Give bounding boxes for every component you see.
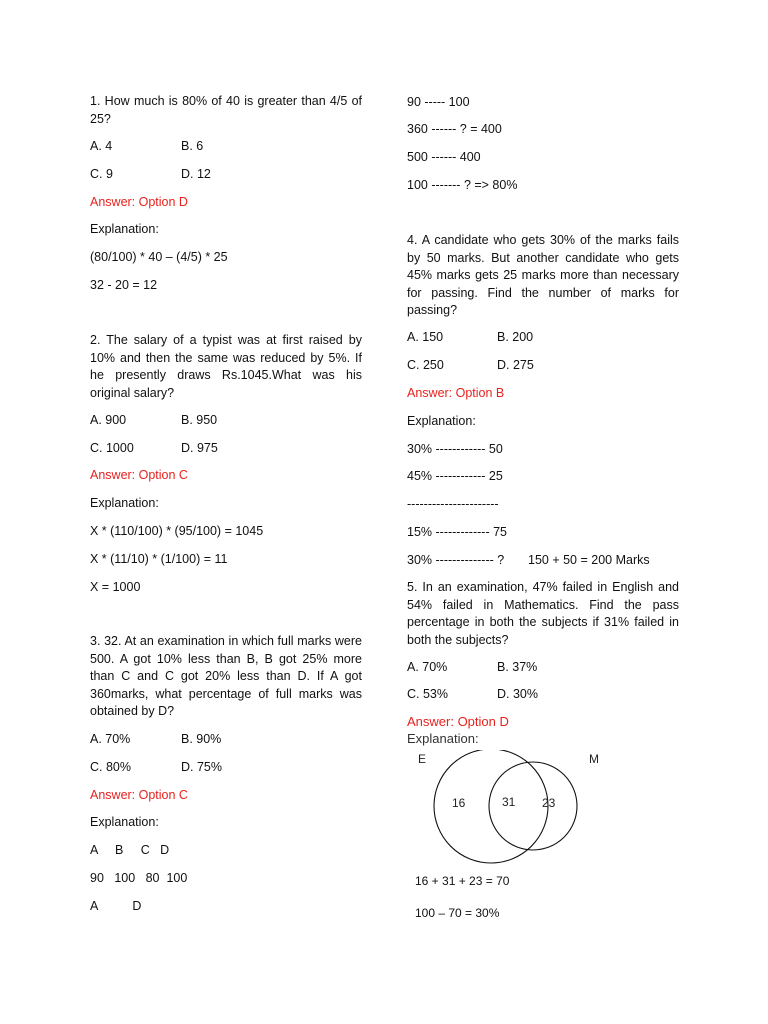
q3-option-d: D. 75% [181,760,222,774]
venn-label-m: M [589,752,599,766]
q1-option-d: D. 12 [181,167,211,181]
q2-step-3: X = 1000 [90,580,141,594]
venn-value-both: 31 [502,795,516,809]
q2-explanation-label: Explanation: [90,496,159,510]
q1-answer: Answer: Option D [90,195,188,209]
q1-option-b: B. 6 [181,139,204,153]
q2-option-d: D. 975 [181,441,218,455]
q1-explanation-label: Explanation: [90,222,159,236]
q3-option-c: C. 80% [90,760,131,774]
q5-step-1: 16 + 31 + 23 = 70 [415,874,510,888]
q4-step-3: ---------------------- [407,497,499,511]
q5-explanation-label: Explanation: [407,731,479,746]
q3-step-2: 90 100 80 100 [90,871,188,885]
q5-step-2: 100 – 70 = 30% [415,906,500,920]
q4-step-4: 15% ------------- 75 [407,525,507,539]
q4-option-d: D. 275 [497,358,534,372]
q3-option-b: B. 90% [181,732,222,746]
q3-step-7: 100 ------- ? => 80% [407,178,518,192]
q4-step-2: 45% ------------ 25 [407,469,503,483]
q5-option-a: A. 70% [407,660,448,674]
q4-step-5: 30% -------------- ? [407,553,505,567]
q2-option-a: A. 900 [90,413,127,427]
venn-label-e: E [418,752,427,766]
q4-answer: Answer: Option B [407,386,505,400]
q1-step-1: (80/100) * 40 – (4/5) * 25 [90,250,228,264]
q2-step-1: X * (110/100) * (95/100) = 1045 [90,524,264,538]
q4-step-1: 30% ------------ 50 [407,442,503,456]
q4-step-6: 150 + 50 = 200 Marks [528,553,650,567]
venn-diagram [407,750,679,865]
q1-option-c: C. 9 [90,167,113,181]
q2-question: 2. The salary of a typist was at first raised by 10% and then the same was reduced by 5%. If he presently draws Rs.1045.What was his original salary? [90,333,362,400]
q4-question: 4. A candidate who gets 30% of the marks fails by 50 marks. But another candidate who gets 45% marks gets 25 marks more than necessary for passing. Find the number of marks for passing? [407,233,679,317]
q4-explanation-label: Explanation: [407,414,476,428]
q2-step-2: X * (11/10) * (1/100) = 11 [90,552,228,566]
q3-step-1: A B C D [90,843,170,857]
q4-option-b: B. 200 [497,330,534,344]
q3-explanation-label: Explanation: [90,815,159,829]
q3-step-6: 500 ------ 400 [407,150,481,164]
q3-step-3: A D [90,899,142,913]
q3-option-a: A. 70% [90,732,131,746]
q5-option-d: D. 30% [497,687,538,701]
venn-value-m-only: 23 [542,796,556,810]
q4-option-c: C. 250 [407,358,444,372]
venn-value-e-only: 16 [452,796,466,810]
q4-option-a: A. 150 [407,330,444,344]
q2-option-c: C. 1000 [90,441,134,455]
q5-question: 5. In an examination, 47% failed in English and 54% failed in Mathematics. Find the pass percentage in both the subjects if 31% failed in both the subjects? [407,580,679,647]
q5-option-c: C. 53% [407,687,448,701]
q2-answer: Answer: Option C [90,468,188,482]
q1-question: 1. How much is 80% of 40 is greater than 4/5 of 25? [90,94,362,126]
q2-option-b: B. 950 [181,413,218,427]
q3-question: 3. 32. At an examination in which full marks were 500. A got 10% less than B, B got 25% more than C and C got 20% less than D. If A got 360marks, what percentage of full marks was obtained by D? [90,634,362,718]
q3-answer: Answer: Option C [90,788,188,802]
q1-option-a: A. 4 [90,139,113,153]
q5-answer: Answer: Option D [407,714,509,729]
q5-option-b: B. 37% [497,660,538,674]
q3-step-4: 90 ----- 100 [407,95,470,109]
q3-step-5: 360 ------ ? = 400 [407,122,502,136]
q1-step-2: 32 - 20 = 12 [90,278,158,292]
